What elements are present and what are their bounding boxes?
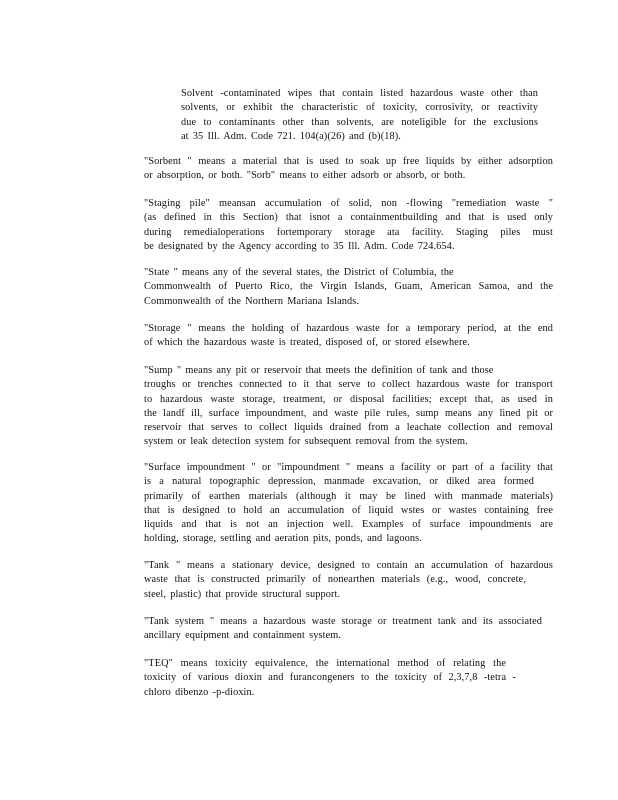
text-line: waste that is constructed primarily of nonearthen materials (e.g., wood, concrete, [144, 574, 526, 586]
text-line: "Surface impoundment " or "impoundment " means a facility or part of a facility that [144, 462, 553, 473]
text-line: ancillary equipment and containment system. [144, 630, 342, 642]
text-line: to hazardous waste storage, treatment, or disposal facilities; except that, as used in [144, 393, 553, 405]
text-line: "Tank " means a stationary device, designed to contain an accumulation of hazardous [144, 560, 553, 571]
text-line: due to contaminants other than solvents, are noteligible for the exclusions [181, 116, 538, 128]
text-line: chloro dibenzo -p-dioxin. [144, 686, 255, 698]
definition-paragraph-staging-pile [144, 197, 553, 254]
text-line: liquids and that is not an injection well. Examples of surface impoundments are [144, 519, 553, 531]
text-line: of which the hazardous waste is treated, disposed of, or stored elsewhere. [144, 337, 470, 349]
text-line: during remedialoperations fortemporary storage ata facility. Staging piles must [144, 226, 553, 238]
text-line: "Tank system " means a hazardous waste storage or treatment tank and its associated [144, 616, 542, 627]
text-line: "Sump " means any pit or reservoir that meets the definition of tank and those [144, 365, 494, 376]
text-line: "TEQ" means toxicity equivalence, the international method of relating the [144, 658, 506, 669]
text-line: or absorption, or both. "Sorb" means to either adsorb or absorb, or both. [144, 170, 466, 182]
text-line: system or leak detection system for subsequent removal from the system. [144, 436, 468, 448]
text-line: primarily of earthen materials (although it may be lined with manmade materials) [144, 490, 553, 502]
text-line: Commonwealth of the Northern Mariana Islands. [144, 295, 360, 307]
definition-paragraph-sump [144, 364, 553, 450]
text-line: solvents, or exhibit the characteristic of toxicity, corrosivity, or reactivity [181, 102, 538, 114]
text-line: the landf ill, surface impoundment, and waste pile rules, sump means any lined pit or [144, 407, 553, 419]
text-line: be designated by the Agency according to 35 Ill. Adm. Code 724.654. [144, 240, 455, 252]
definition-paragraph-surface-impoundment [144, 461, 553, 547]
text-line: toxicity of various dioxin and furancongeners to the toxicity of 2,3,7,8 -tetra - [144, 672, 516, 684]
text-line: holding, storage, settling and aeration pits, ponds, and lagoons. [144, 533, 422, 545]
text-line: "Staging pile" meansan accumulation of solid, non -flowing "remediation waste " [144, 198, 553, 209]
text-line: "Storage " means the holding of hazardous waste for a temporary period, at the end [144, 323, 553, 334]
text-line: reservoir that serves to collect liquids drained from a leachate collection and removal [144, 422, 553, 434]
definition-paragraph-solvent-wipes-continued [181, 87, 538, 144]
definition-paragraph-storage [144, 322, 553, 351]
definition-paragraph-teq [144, 657, 553, 700]
text-line: "State " means any of the several states, the District of Columbia, the [144, 267, 454, 278]
text-line: that is designed to hold an accumulation of liquid wstes or wastes containing free [144, 504, 553, 516]
text-line: Solvent -contaminated wipes that contain listed hazardous waste other than [181, 88, 538, 99]
text-line: steel, plastic) that provide structural support. [144, 588, 341, 600]
text-line: is a natural topographic depression, manmade excavation, or diked area formed [144, 476, 534, 488]
definition-paragraph-sorbent [144, 155, 553, 184]
definition-paragraph-tank-system [144, 615, 553, 644]
text-line: Commonwealth of Puerto Rico, the Virgin Islands, Guam, American Samoa, and the [144, 281, 553, 293]
text-line: at 35 Ill. Adm. Code 721. 104(a)(26) and (b)(18). [181, 130, 401, 142]
definition-paragraph-tank [144, 559, 553, 602]
text-line: (as defined in this Section) that isnot a containmentbuilding and that is used only [144, 212, 553, 224]
definition-paragraph-state [144, 266, 553, 309]
text-line: troughs or trenches connected to it that serve to collect hazardous waste for transport [144, 379, 553, 391]
text-line: "Sorbent " means a material that is used to soak up free liquids by either adsorption [144, 156, 553, 167]
